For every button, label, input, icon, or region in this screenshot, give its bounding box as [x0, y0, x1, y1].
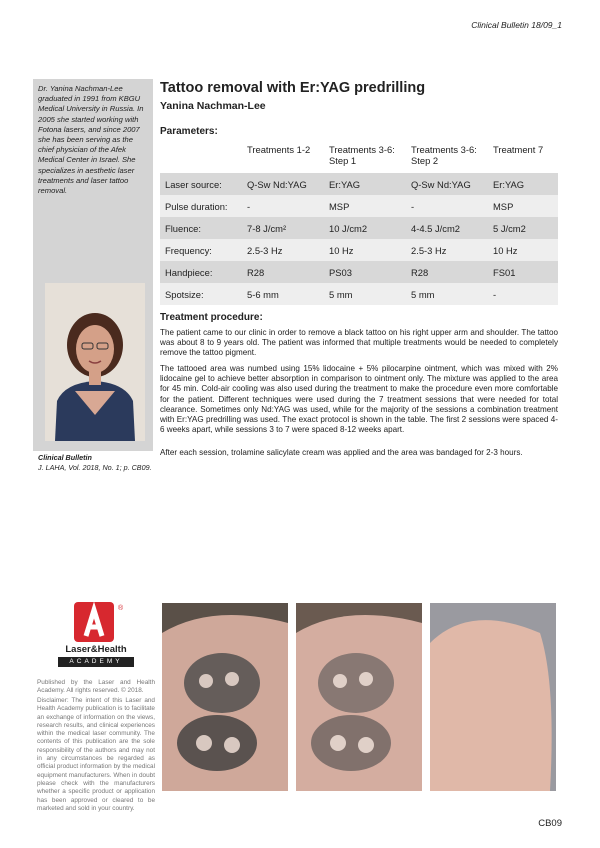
disclaimer-text: Disclaimer: The intent of this Laser and Health Academy publication is to facilitate an exchange of information on the views, research results, and clinical experiences within the medical laser community. The contents of this publication are the sole responsibility of the authors and may not in any circumstances be regarded as official product information by the medical equipment manufacturers. When in doubt please check with the manufacturers whether a specific product or application has been approved or cleared to be marketed and sold in your country.	[37, 697, 155, 812]
table-header-cell	[160, 140, 242, 173]
table-header-cell: Treatments 1-2	[242, 140, 324, 173]
article-title: Tattoo removal with Er:YAG predrilling	[160, 80, 426, 96]
table-cell: 7-8 J/cm²	[242, 217, 324, 239]
table-cell: 5 J/cm2	[488, 217, 558, 239]
table-cell: Spotsize:	[160, 283, 242, 305]
table-cell: MSP	[488, 195, 558, 217]
table-cell: Handpiece:	[160, 261, 242, 283]
table-cell: 10 J/cm2	[324, 217, 406, 239]
table-row	[160, 283, 558, 305]
table-cell: 10 Hz	[488, 239, 558, 261]
procedure-paragraph: The patient came to our clinic in order to remove a black tattoo on his right upper arm and shoulder. The tattoo was about 8 to 9 years old. The patient was informed that multiple treatments would be needed to completely remove the tattoo pigment.	[160, 328, 558, 358]
logo-wordmark: Laser&Health	[65, 644, 127, 655]
bulletin-reference: Clinical Bulletin 18/09_1	[471, 20, 562, 30]
table-cell: 2.5-3 Hz	[406, 239, 488, 261]
table-cell: R28	[242, 261, 324, 283]
parameters-heading: Parameters:	[160, 126, 218, 137]
table-cell: 2.5-3 Hz	[242, 239, 324, 261]
table-row	[160, 195, 558, 217]
table-cell: -	[406, 195, 488, 217]
table-cell: MSP	[324, 195, 406, 217]
table-cell: 5 mm	[324, 283, 406, 305]
table-cell: Fluence:	[160, 217, 242, 239]
table-header-cell: Treatments 3-6: Step 1	[324, 140, 406, 173]
table-cell: -	[488, 283, 558, 305]
midtreatment-photo	[296, 603, 422, 791]
logo-academy-bar: ACADEMY	[58, 657, 134, 667]
clinical-bulletin-label: Clinical Bulletin	[38, 453, 92, 462]
table-row	[160, 217, 558, 239]
table-header-row	[160, 140, 558, 173]
table-cell: Frequency:	[160, 239, 242, 261]
procedure-paragraph: The tattooed area was numbed using 15% lidocaine + 5% pilocarpine ointment, which was mixed with 2% lidocaine gel to achieve better absorption in comparison to ointment only. The mixture was applied to the area for 45 min. Cold-air cooling was also used during the treatment to make the procedure even more comfortable for the patient. Different techniques were used during the 7 treatment sessions that were needed for total clearance. Sometimes only Nd:YAG was used, while for the majority of the sessions a combination treatment with Er:YAG predrilling was used. The exact protocol is shown in the table. The first 2 sessions were spaced 4-6 weeks apart, while sessions 3 to 7 were spaced 8-12 weeks apart.	[160, 364, 558, 435]
journal-citation: J. LAHA, Vol. 2018, No. 1; p. CB09.	[38, 463, 152, 472]
table-cell: PS03	[324, 261, 406, 283]
table-cell: 5 mm	[406, 283, 488, 305]
publisher-notice: Published by the Laser and Health Academy. All rights reserved. © 2018.	[37, 679, 155, 695]
svg-text:®: ®	[118, 605, 124, 612]
table-header-cell: Treatment 7	[488, 140, 558, 173]
article-author: Yanina Nachman-Lee	[160, 100, 266, 112]
before-photo	[162, 603, 288, 791]
table-row	[160, 261, 558, 283]
table-cell: 10 Hz	[324, 239, 406, 261]
table-cell: FS01	[488, 261, 558, 283]
table-cell: Q-Sw Nd:YAG	[242, 173, 324, 195]
table-cell: 5-6 mm	[242, 283, 324, 305]
table-row	[160, 239, 558, 261]
page-code: CB09	[538, 818, 562, 829]
table-cell: 4-4.5 J/cm2	[406, 217, 488, 239]
table-cell: Laser source:	[160, 173, 242, 195]
after-photo	[430, 603, 556, 791]
procedure-paragraph: After each session, trolamine salicylate cream was applied and the area was bandaged for 2-3 hours.	[160, 448, 523, 457]
table-row	[160, 173, 558, 195]
treatment-procedure-heading: Treatment procedure:	[160, 312, 263, 323]
table-cell: Q-Sw Nd:YAG	[406, 173, 488, 195]
table-cell: Er:YAG	[324, 173, 406, 195]
author-photo	[45, 283, 145, 441]
table-cell: R28	[406, 261, 488, 283]
table-cell: -	[242, 195, 324, 217]
author-bio: Dr. Yanina Nachman-Lee graduated in 1991 from KBGU Medical University in Russia. In 2005 she started working with Fotona lasers, and since 2007 she has been serving as the chief physician of the Afek Medical Center in Israel. She specializes in aesthetic laser treatments and laser tattoo removal.	[38, 84, 144, 196]
table-cell: Er:YAG	[488, 173, 558, 195]
table-cell: Pulse duration:	[160, 195, 242, 217]
parameters-table	[160, 140, 558, 305]
table-header-cell: Treatments 3-6: Step 2	[406, 140, 488, 173]
